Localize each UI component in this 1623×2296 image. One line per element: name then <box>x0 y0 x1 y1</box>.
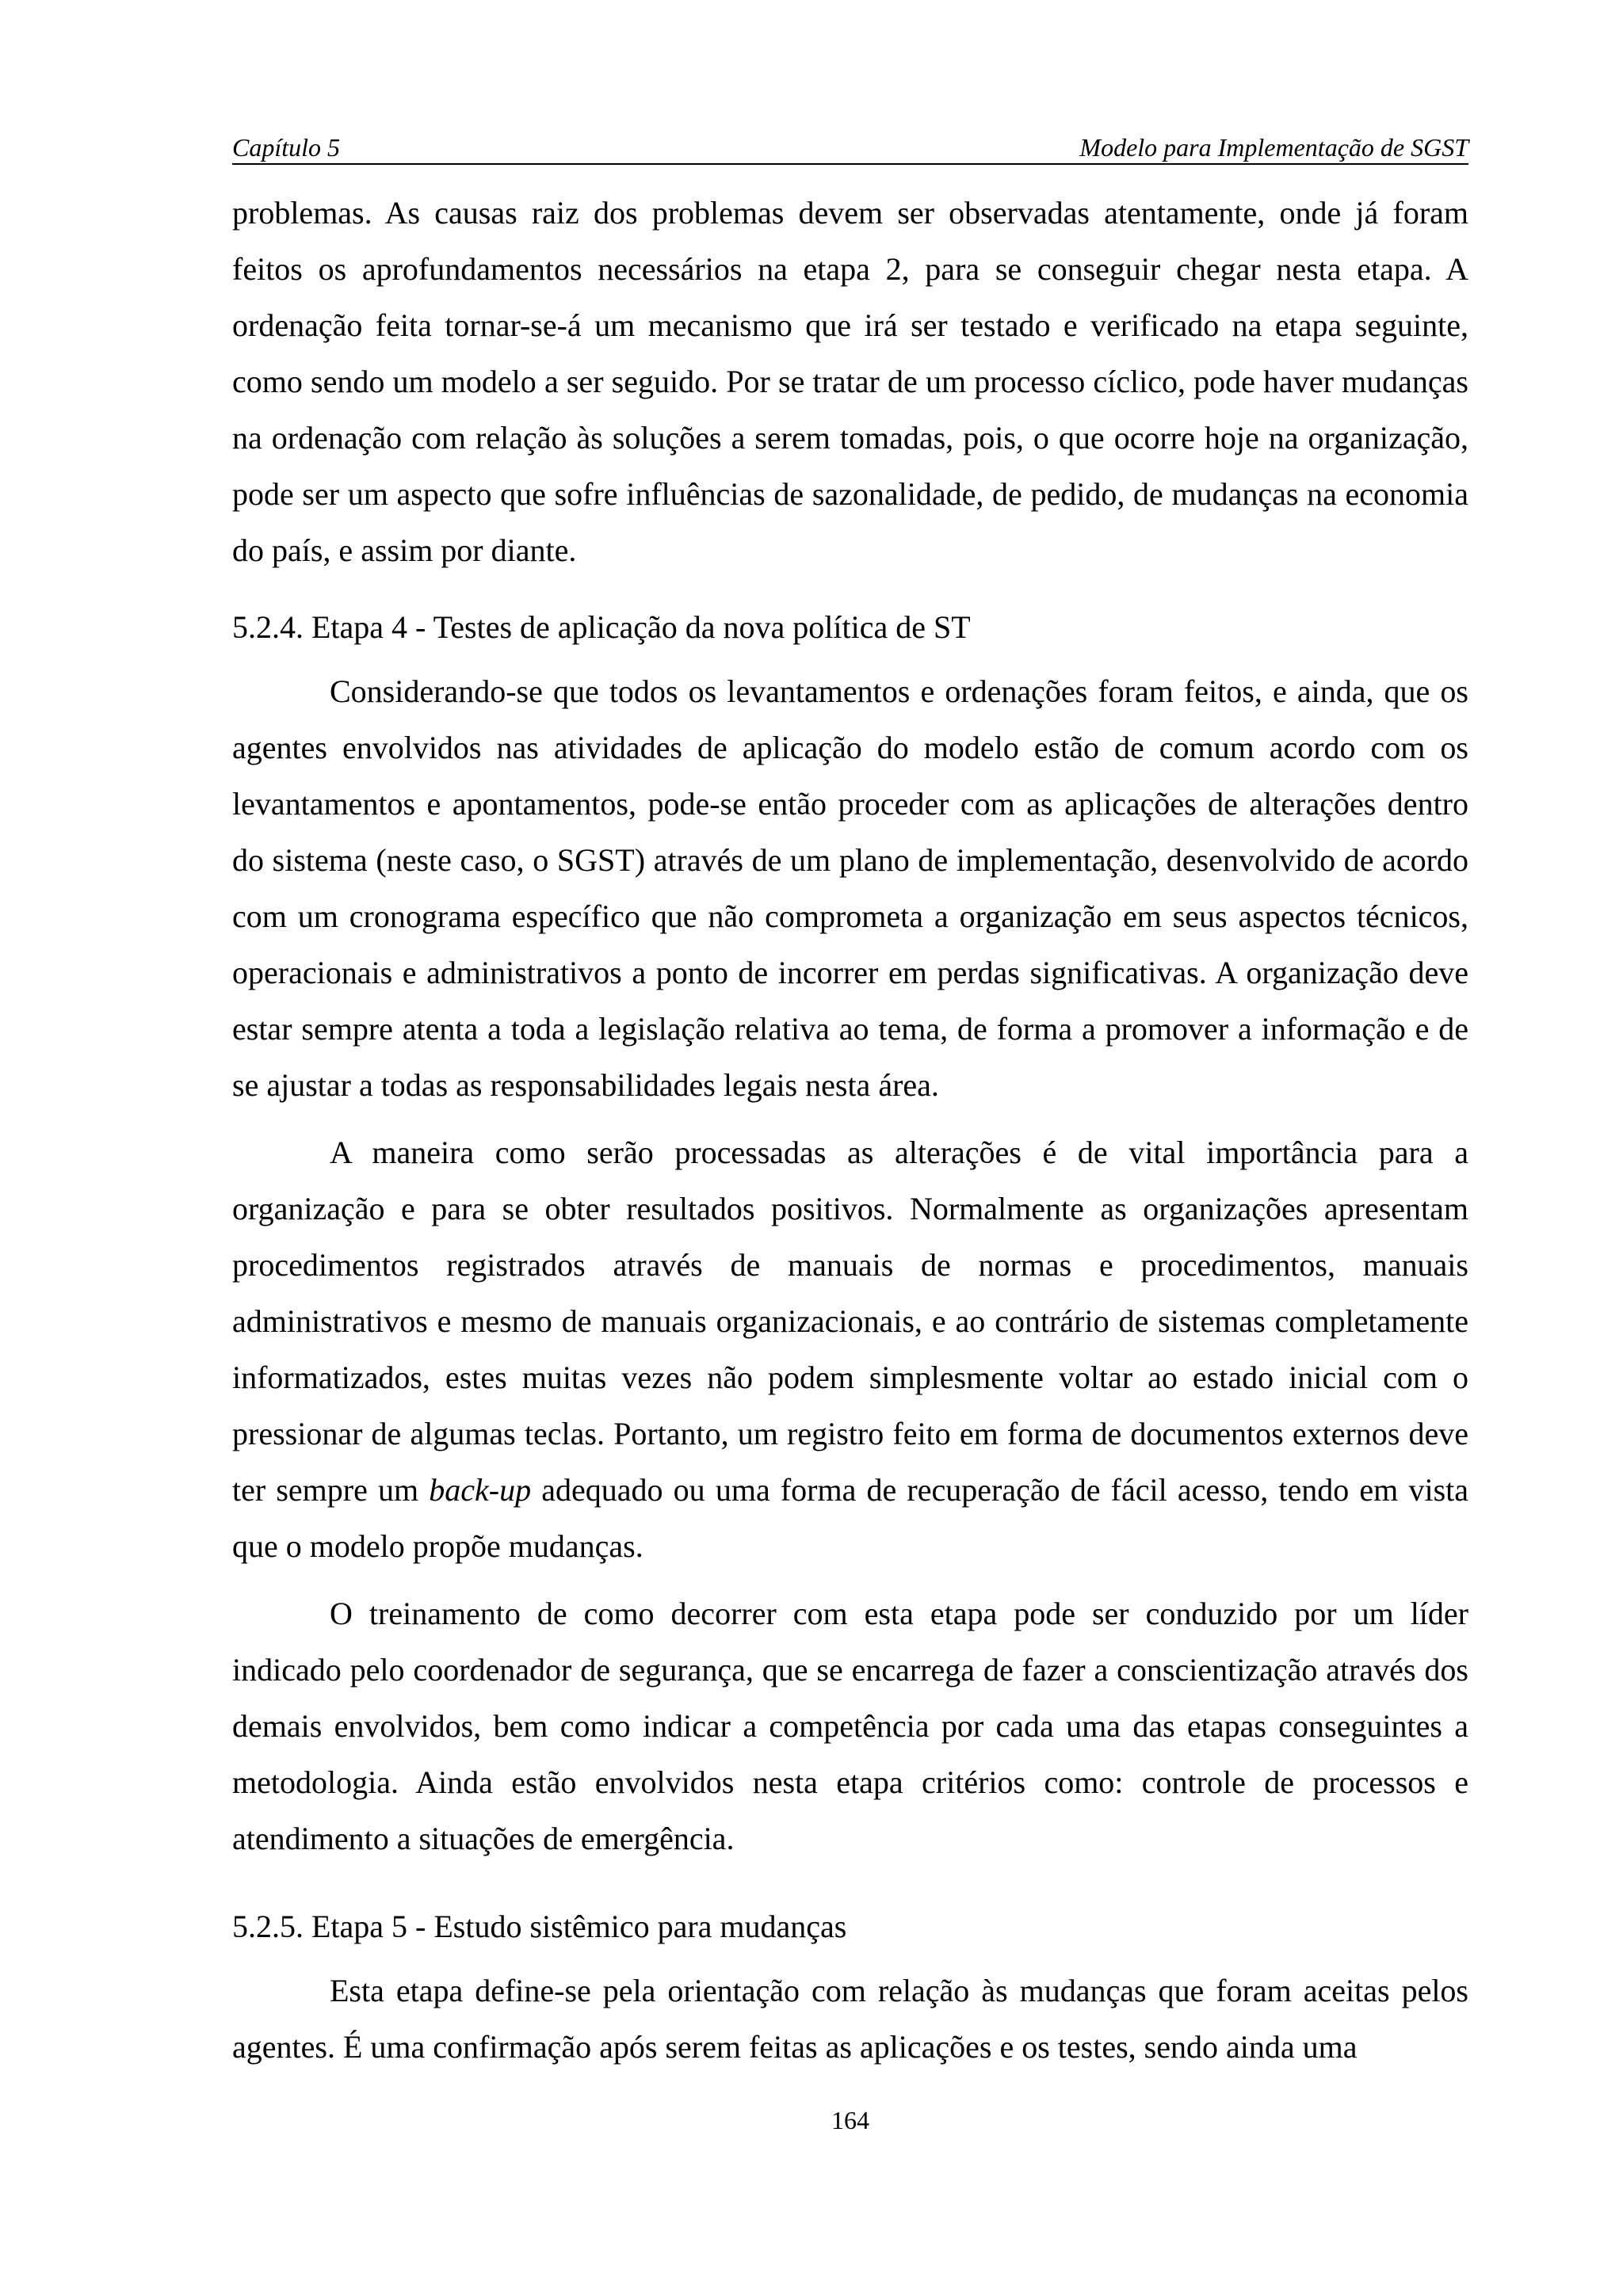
paragraph-text: adequado ou uma forma de recuperação de fácil acesso, tendo em vista que o modelo propõe mudanças. <box>232 1472 1468 1564</box>
page-number: 164 <box>831 2106 869 2134</box>
section-heading-5-2-4: 5.2.4. Etapa 4 - Testes de aplicação da nova política de ST <box>232 609 971 645</box>
document-page <box>232 0 1468 2296</box>
paragraph <box>232 1124 1468 1574</box>
running-header <box>232 132 1468 165</box>
section-heading-5-2-5: 5.2.5. Etapa 5 - Estudo sistêmico para mudanças <box>232 1909 847 1944</box>
chapter-title: Modelo para Implementação de SGST <box>1079 133 1468 162</box>
chapter-label: Capítulo 5 <box>232 133 341 162</box>
paragraph: Esta etapa define-se pela orientação com relação às mudanças que foram aceitas pelos agentes. É uma confirmação após serem feitas as aplicações e os testes, sendo ainda uma <box>232 1973 1468 2065</box>
italic-term: back-up <box>429 1472 532 1508</box>
paragraph-text: A maneira como serão processadas as alterações é de vital importância para a organização e para se obter resultados positivos. Normalmente as organizações apresentam procedimentos registrados através de manuais de normas e procedimentos, manuais administrativos e mesmo de manuais organizacionais, e ao contrário de sistemas completamente informatizados, estes muitas vezes não podem simplesmente voltar ao estado inicial com o pressionar de algumas teclas. Portanto, um registro feito em forma de documentos externos deve ter sempre um <box>232 1135 1468 1508</box>
body-text <box>232 185 1468 2075</box>
paragraph: Considerando-se que todos os levantamentos e ordenações foram feitos, e ainda, que os agentes envolvidos nas atividades de aplicação do modelo estão de comum acordo com os levantamentos e apontamentos, pode-se então proceder com as aplicações de alterações dentro do sistema (neste caso, o SGST) através de um plano de implementação, desenvolvido de acordo com um cronograma específico que não comprometa a organização em seus aspectos técnicos, operacionais e administrativos a ponto de incorrer em perdas significativas. A organização deve estar sempre atenta a toda a legislação relativa ao tema, de forma a promover a informação e de se ajustar a todas as responsabilidades legais nesta área. <box>232 673 1468 1103</box>
paragraph: O treinamento de como decorrer com esta etapa pode ser conduzido por um líder indicado pelo coordenador de segurança, que se encarrega de fazer a conscientização através dos demais envolvidos, bem como indicar a competência por cada uma das etapas conseguintes a metodologia. Ainda estão envolvidos nesta etapa critérios como: controle de processos e atendimento a situações de emergência. <box>232 1596 1468 1856</box>
paragraph-continuation: problemas. As causas raiz dos problemas devem ser observadas atentamente, onde já foram feitos os aprofundamentos necessários na etapa 2, para se conseguir chegar nesta etapa. A ordenação feita tornar-se-á um mecanismo que irá ser testado e verificado na etapa seguinte, como sendo um modelo a ser seguido. Por se tratar de um processo cíclico, pode haver mudanças na ordenação com relação às soluções a serem tomadas, pois, o que ocorre hoje na organização, pode ser um aspecto que sofre influências de sazonalidade, de pedido, de mudanças na economia do país, e assim por diante. <box>232 195 1468 568</box>
